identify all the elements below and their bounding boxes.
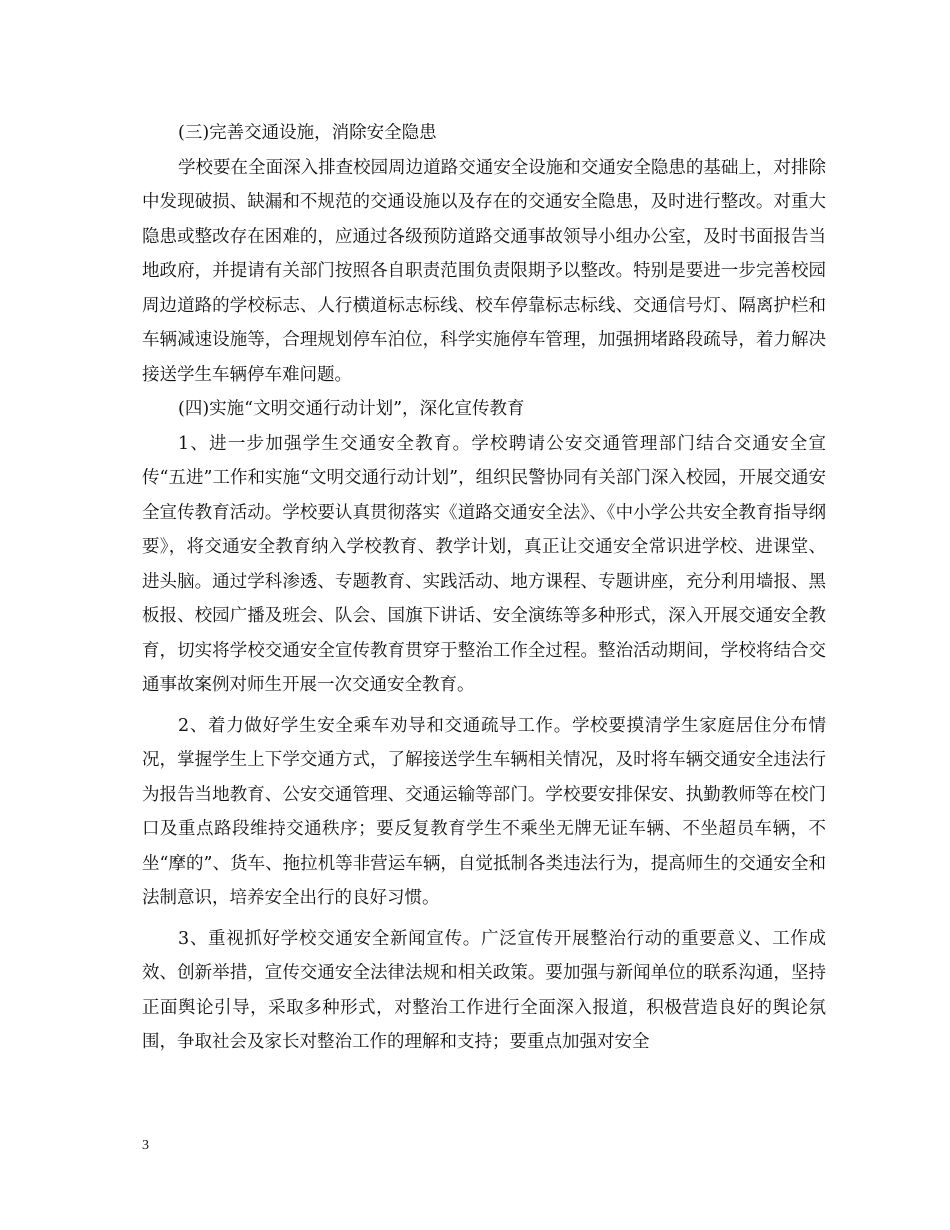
page-number: 3 [142, 1138, 149, 1153]
paragraph-facilities: 学校要在全面深入排查校园周边道路交通安全设施和交通安全隐患的基础上，对排除中发现破损、缺漏和不规范的交通设施以及存在的交通安全隐患，及时进行整改。对重大隐患或整改存在困难的，应通过各级预防道路交通事故领导小组办公室，及时书面报告当地政府，并提请有关部门按照各自职责范围负责限期予以整改。特别是要进一步完善校园周边道路的学校标志、人行横道标志标线、校车停靠标志标线、交通信号灯、隔离护栏和车辆减速设施等，合理规划停车泊位，科学实施停车管理，加强拥堵路段疏导，着力解决接送学生车辆停车难问题。 [142, 157, 826, 385]
document-body [142, 116, 826, 1060]
section-heading-4: (四)实施“文明交通行动计划”，深化宣传教育 [178, 399, 525, 419]
paragraph-item-1: 1、进一步加强学生交通安全教育。学校聘请公安交通管理部门结合交通安全宣传“五进”工作和实施“文明交通行动计划”，组织民警协同有关部门深入校园，开展交通安全宣传教育活动。学校要认真贯彻落实《道路交通安全法》、《中小学公共安全教育指导纲要》，将交通安全教育纳入学校教育、教学计划，真正让交通安全常识进学校、进课堂、进头脑。通过学科渗透、专题教育、实践活动、地方课程、专题讲座，充分利用墙报、黑板报、校园广播及班会、队会、国旗下讲话、安全演练等多种形式，深入开展交通安全教育，切实将学校交通安全宣传教育贯穿于整治工作全过程。整治活动期间，学校将结合交通事故案例对师生开展一次交通安全教育。 [142, 433, 826, 695]
paragraph-item-3: 3、重视抓好学校交通安全新闻宣传。广泛宣传开展整治行动的重要意义、工作成效、创新举措，宣传交通安全法律法规和相关政策。要加强与新闻单位的联系沟通，坚持正面舆论引导，采取多种形式，对整治工作进行全面深入报道，积极营造良好的舆论氛围，争取社会及家长对整治工作的理解和支持；要重点加强对安全 [142, 928, 826, 1052]
paragraph-item-2: 2、着力做好学生安全乘车劝导和交通疏导工作。学校要摸清学生家庭居住分布情况，掌握学生上下学交通方式，了解接送学生车辆相关情况，及时将车辆交通安全违法行为报告当地教育、公安交通管理、交通运输等部门。学校要安排保安、执勤教师等在校门口及重点路段维持交通秩序；要反复教育学生不乘坐无牌无证车辆、不坐超员车辆，不坐“摩的”、货车、拖拉机等非营运车辆，自觉抵制各类违法行为，提高师生的交通安全和法制意识，培养安全出行的良好习惯。 [142, 715, 826, 908]
section-heading-3: (三)完善交通设施，消除安全隐患 [178, 123, 437, 143]
